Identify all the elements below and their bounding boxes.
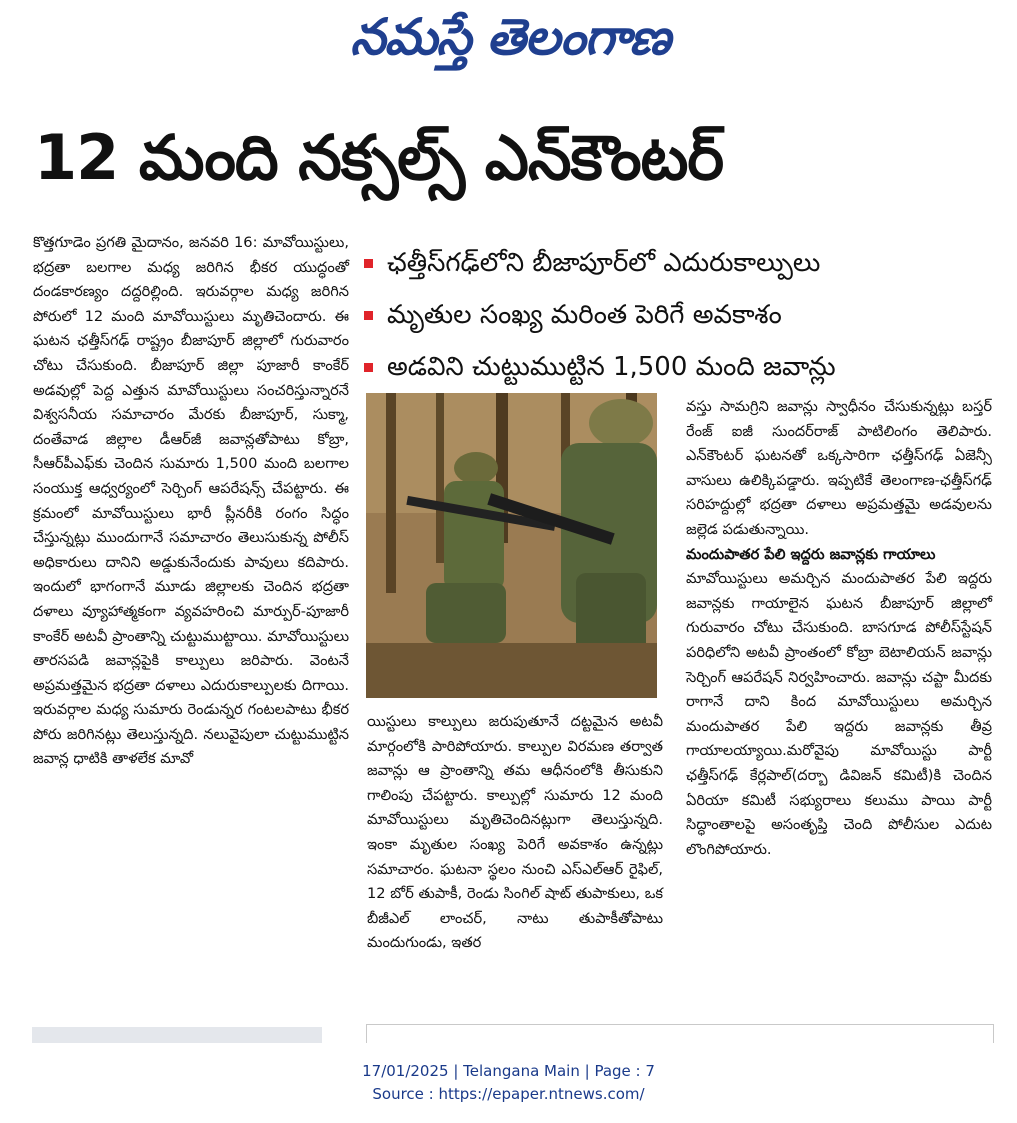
soldiers-illustration bbox=[366, 393, 657, 698]
article-column-1: కొత్తగూడెం ప్రగతి మైదానం, జనవరి 16: మావోయిస్టులు, భద్రతా బలగాల మధ్య జరిగిన భీకర యుద్ధంతో దండకారణ్యం దద్దరిల్లింది. ఇరువర్గాల మధ్య జరిగిన పోరులో 12 మంది మావోయిస్టులు మృతిచెందారు. ఈ ఘటన ఛత్తీస్‌గఢ్ రాష్ట్రం బీజాపూర్ జిల్లాలో గురువారం చోటు చేసుకుంది. బీజాపూర్ జిల్లా పూజారీ కాంకేర్ అడవుల్లో పెద్ద ఎత్తున మావోయిస్టులు సంచరిస్తున్నారనే విశ్వసనీయ సమాచారం మేరకు బీజాపూర్, సుక్మా, దంతేవాడ జిల్లాల డీఆర్‌జీ జవాన్లతోపాటు కోబ్రా, సీఆర్‌పీఎఫ్‌కు చెందిన సుమారు 1,500 మంది బలగాల సంయుక్త ఆధ్వర్యంలో సెర్చింగ్ ఆపరేషన్స్ చేపట్టారు. ఈ క్రమంలో మావోయిస్టులు భారీ ప్లీనరీకి రంగం సిద్ధం చేస్తున్నట్లు ముందుగానే సమాచారం తెలుసుకున్న పోలీస్ అధికారులు దానిని అడ్డుకునేందుకు పావులు కదిపారు. ఇందులో భాగంగానే మూడు జిల్లాలకు చెందిన భద్రతా దళాలు వ్యూహాత్మకంగా వ్యవహరించి మార్పుర్-పూజారీ కాంకేర్ అటవీ ప్రాంతాన్ని చుట్టుముట్టాయి. మావోయిస్టులు తారసపడి జవాన్లపైకి కాల్పులు జరిపారు. వెంటనే అప్రమత్తమైన భద్రతా దళాలు ఎదురుకాల్పులకు దిగాయి. ఇరువర్గాల మధ్య సుమారు రెండున్నర గంటలపాటు భీకర పోరు జరిగినట్లు తెలుస్తున్నది. నలువైపులా చుట్టుముట్టిన జవాన్ల ధాటికి తాళలేక మావో bbox=[33, 234, 349, 768]
highlight-text: మృతుల సంఖ్య మరింత పెరిగే అవకాశం bbox=[387, 300, 782, 330]
highlight-item bbox=[364, 237, 1004, 289]
highlight-item bbox=[364, 341, 1004, 393]
source-link[interactable]: Source : https://epaper.ntnews.com/ bbox=[372, 1085, 645, 1103]
footer-gray-bar bbox=[32, 1027, 322, 1043]
highlight-item bbox=[364, 289, 1004, 341]
square-bullet-icon bbox=[364, 363, 373, 372]
square-bullet-icon bbox=[364, 311, 373, 320]
headline: 12 మంది నక్సల్స్ ఎన్‌కౌంటర్ bbox=[34, 121, 724, 194]
edition-info: 17/01/2025 | Telangana Main | Page : 7 bbox=[362, 1062, 655, 1080]
column3-paragraph-1: వస్తు సామగ్రిని జవాన్లు స్వాధీనం చేసుకున్నట్లు బస్తర్ రేంజ్ ఐజీ సుందర్‌రాజ్ పాటిలింగం తెలిపారు. ఎన్‌కౌంటర్ ఘటనతో ఒక్కసారిగా ఛత్తీస్‌గఢ్ ఏజెన్సీ వాసులు ఉలిక్కిపడ్డారు. ఇప్పటికే తెలంగాణ-ఛత్తీస్‌గఢ్ సరిహద్దుల్లో భద్రతా దళాలు అప్రమత్తమై అడవులను జల్లెడ పడుతున్నాయి. bbox=[686, 398, 992, 538]
soldiers-photo bbox=[366, 393, 657, 698]
square-bullet-icon bbox=[364, 259, 373, 268]
article-column-3 bbox=[686, 395, 992, 862]
article-column-2: యిస్టులు కాల్పులు జరుపుతూనే దట్టమైన అటవీ మార్గంలోకి పారిపోయారు. కాల్పుల విరమణ తర్వాత జవాన్లు ఆ ప్రాంతాన్ని తమ ఆధీనంలోకి తీసుకుని గాలింపు చేపట్టారు. కాల్పుల్లో సుమారు 12 మంది మావోయిస్టులు మృతిచెందినట్లుగా తెలుస్తున్నది. ఇంకా మృతుల సంఖ్య పెరిగే అవకాశం ఉన్నట్లు సమాచారం. ఘటనా స్థలం నుంచి ఎస్‌ఎల్‌ఆర్ రైఫిల్, 12 బోర్ తుపాకీ, రెండు సింగిల్ షాట్ తుపాకులు, ఒక బీజీఎల్ లాంచర్, నాటు తుపాకీతోపాటు మందుగుండు, ఇతర bbox=[367, 713, 663, 952]
highlight-text: ఛత్తీస్‌గఢ్‌లోని బీజాపూర్‌లో ఎదురుకాల్పులు bbox=[387, 248, 821, 278]
page-footer bbox=[0, 1060, 1017, 1106]
masthead-logo: నమస్తే తెలంగాణ bbox=[350, 8, 670, 66]
footer-divider bbox=[366, 1024, 994, 1043]
highlights-list bbox=[364, 237, 1004, 393]
column3-paragraph-2: మావోయిస్టులు అమర్చిన మందుపాతర పేలి ఇద్దరు జవాన్లకు గాయాలైన ఘటన బీజాపూర్ జిల్లాలో గురువారం చోటు చేసుకుంది. బాసగూడ పోలీస్‌స్టేషన్ పరిధిలోని అటవీ ప్రాంతంలో కోబ్రా బెటాలియన్ జవాన్లు సెర్చింగ్ ఆపరేషన్ నిర్వహించారు. జవాన్లు చప్టా మీదకు రాగానే దాని కింద మావోయిస్టులు అమర్చిన మందుపాతర పేలి ఇద్దరు జవాన్లకు తీవ్ర గాయాలయ్యాయి.మరోవైపు మావోయిస్టు పార్టీ ఛత్తీస్‌గఢ్ కేర్లపాల్(దర్బా డివిజన్ కమిటీ)కి చెందిన ఏరియా కమిటీ సభ్యురాలు కలుము పాయి పార్టీ సిద్ధాంతాలపై అసంతృప్తి చెంది పోలీసుల ఎదుట లొంగిపోయారు. bbox=[686, 570, 992, 858]
column3-subheading: మందుపాతర పేలి ఇద్దరు జవాన్లకు గాయాలు bbox=[686, 545, 936, 563]
highlight-text: అడవిని చుట్టుముట్టిన 1,500 మంది జవాన్లు bbox=[387, 352, 836, 382]
